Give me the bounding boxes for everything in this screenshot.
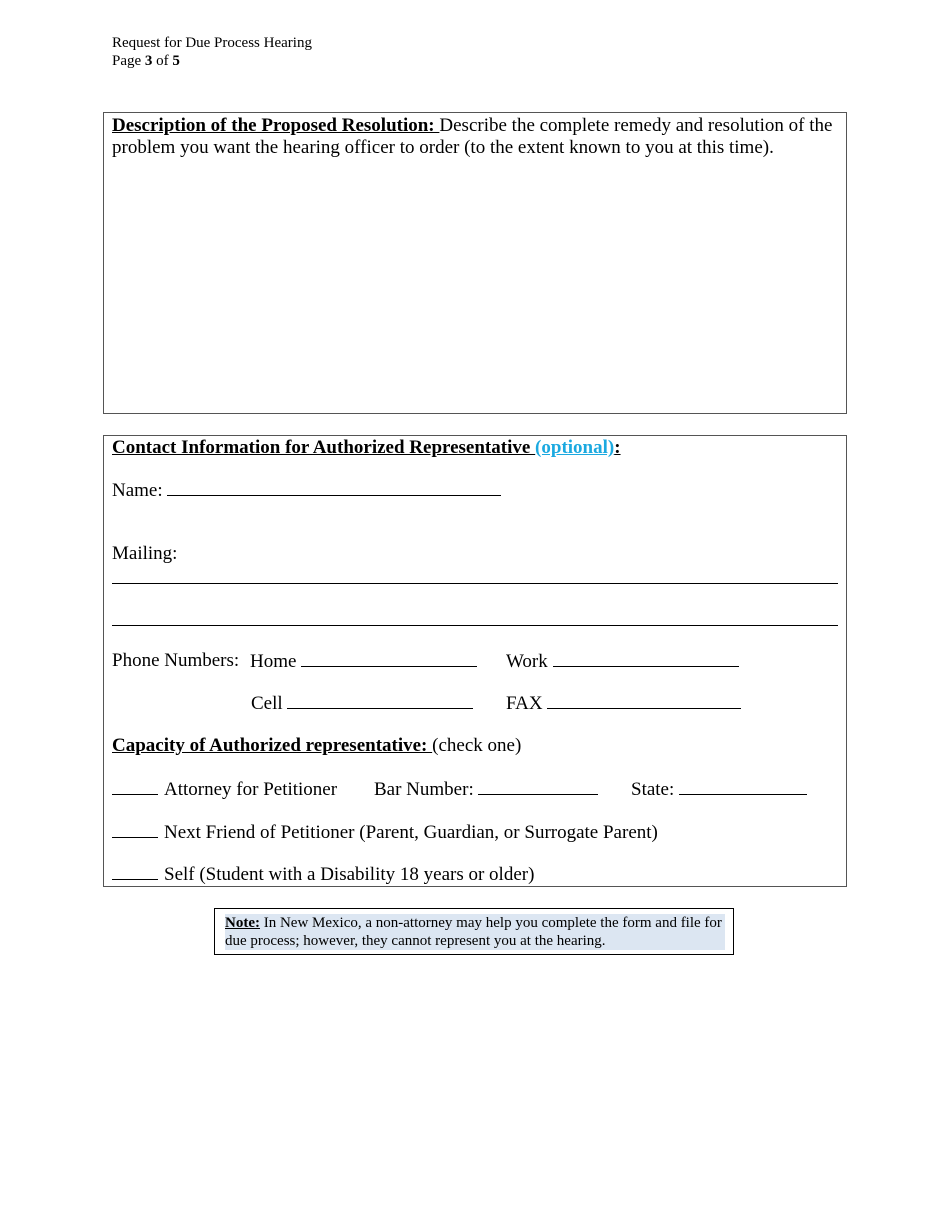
resolution-box[interactable] — [103, 112, 847, 414]
capacity-heading-text: Capacity of Authorized representative: — [112, 735, 433, 756]
optional-label: (optional) — [535, 437, 615, 458]
page-of: of — [156, 53, 169, 69]
name-field[interactable] — [167, 479, 501, 496]
self-label: Self (Student with a Disability 18 years or older) — [164, 864, 535, 885]
self-check-line[interactable] — [112, 863, 158, 880]
cell-phone-field[interactable] — [287, 692, 473, 709]
bar-number-label: Bar Number: — [374, 779, 474, 800]
note-label: Note: — [225, 915, 260, 931]
state-row — [631, 778, 807, 801]
state-field[interactable] — [679, 778, 807, 795]
fax-label: FAX — [506, 693, 543, 714]
cell-label: Cell — [251, 693, 283, 714]
page-number — [112, 52, 180, 70]
work-label: Work — [506, 651, 548, 672]
capacity-heading — [112, 735, 521, 757]
attorney-check-line[interactable] — [112, 778, 158, 795]
name-row — [112, 479, 501, 502]
cell-phone-row — [251, 692, 473, 715]
attorney-label: Attorney for Petitioner — [164, 779, 338, 800]
state-label: State: — [631, 779, 675, 800]
page-total: 5 — [172, 53, 180, 69]
note-text — [225, 914, 725, 950]
mailing-line-1[interactable] — [112, 583, 838, 584]
home-phone-field[interactable] — [301, 650, 477, 667]
name-label: Name: — [112, 480, 163, 501]
page-label: Page — [112, 53, 142, 69]
home-phone-row — [250, 650, 477, 673]
page-current: 3 — [144, 53, 153, 69]
resolution-description — [112, 115, 837, 159]
resolution-heading: Description of the Proposed Resolution: — [112, 115, 440, 136]
contact-heading — [112, 437, 621, 459]
bar-number-field[interactable] — [478, 778, 598, 795]
resolution-text: Describe the complete remedy and resolution of the problem you want the hearing officer to order (to the extent known to you at this time). — [112, 115, 833, 158]
phone-numbers-label: Phone Numbers: — [112, 650, 240, 671]
document-title: Request for Due Process Hearing — [112, 35, 312, 51]
self-option — [112, 863, 534, 886]
note-body: In New Mexico, a non-attorney may help you complete the form and file for due process; however, they cannot represent you at the hearing. — [225, 915, 722, 949]
contact-heading-colon: : — [614, 437, 621, 458]
mailing-line-2[interactable] — [112, 625, 838, 626]
contact-heading-text: Contact Information for Authorized Representative — [112, 437, 536, 458]
work-phone-row — [506, 650, 739, 673]
home-label: Home — [250, 651, 297, 672]
next-friend-label: Next Friend of Petitioner (Parent, Guardian, or Surrogate Parent) — [164, 822, 658, 843]
mailing-label: Mailing: — [112, 543, 178, 564]
fax-field[interactable] — [547, 692, 741, 709]
next-friend-option — [112, 821, 658, 844]
next-friend-check-line[interactable] — [112, 821, 158, 838]
capacity-instruction: (check one) — [432, 735, 522, 756]
note-box — [214, 908, 734, 955]
fax-row — [506, 692, 741, 715]
attorney-option — [112, 778, 337, 801]
bar-number-row — [374, 778, 598, 801]
work-phone-field[interactable] — [553, 650, 739, 667]
contact-box — [103, 435, 847, 887]
